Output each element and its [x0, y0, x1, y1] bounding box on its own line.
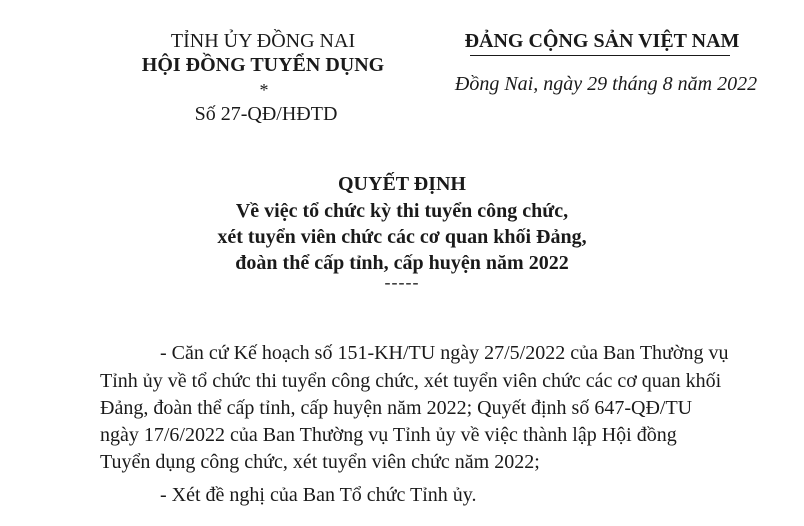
body-line-1: - Căn cứ Kế hoạch số 151-KH/TU ngày 27/5/2022 của Ban Thường vụ [160, 342, 729, 364]
party-underline [470, 55, 730, 56]
decision-subject-line-2: xét tuyển viên chức các cơ quan khối Đảng, [217, 226, 587, 248]
decision-subject-line-1: Về việc tổ chức kỳ thi tuyển công chức, [235, 200, 569, 222]
decision-subject-line-3: đoàn thể cấp tỉnh, cấp huyện năm 2022 [235, 252, 569, 274]
body-line-5: Tuyển dụng công chức, xét tuyển viên chức năm 2022; [100, 451, 540, 473]
body-line-2: Tỉnh ủy về tổ chức thi tuyển công chức, xét tuyển viên chức các cơ quan khối [100, 370, 722, 392]
decision-heading: QUYẾT ĐỊNH [338, 173, 466, 195]
organization-name: TỈNH ỦY ĐỒNG NAI [170, 30, 356, 52]
council-name: HỘI ĐỒNG TUYỂN DỤNG [141, 54, 385, 76]
body-line-3: Đảng, đoàn thể cấp tỉnh, cấp huyện năm 2022; Quyết định số 647-QĐ/TU [100, 397, 693, 419]
place-date: Đồng Nai, ngày 29 tháng 8 năm 2022 [454, 73, 758, 95]
party-name: ĐẢNG CỘNG SẢN VIỆT NAM [464, 30, 740, 52]
document-number: Số 27-QĐ/HĐTD [194, 103, 338, 125]
body-line-4: ngày 17/6/2022 của Ban Thường vụ Tỉnh ủy về việc thành lập Hội đồng [100, 424, 677, 446]
body-line-6: - Xét đề nghị của Ban Tổ chức Tỉnh ủy. [160, 484, 477, 506]
title-separator: ----- [384, 272, 420, 292]
star-mark: * [259, 80, 269, 100]
